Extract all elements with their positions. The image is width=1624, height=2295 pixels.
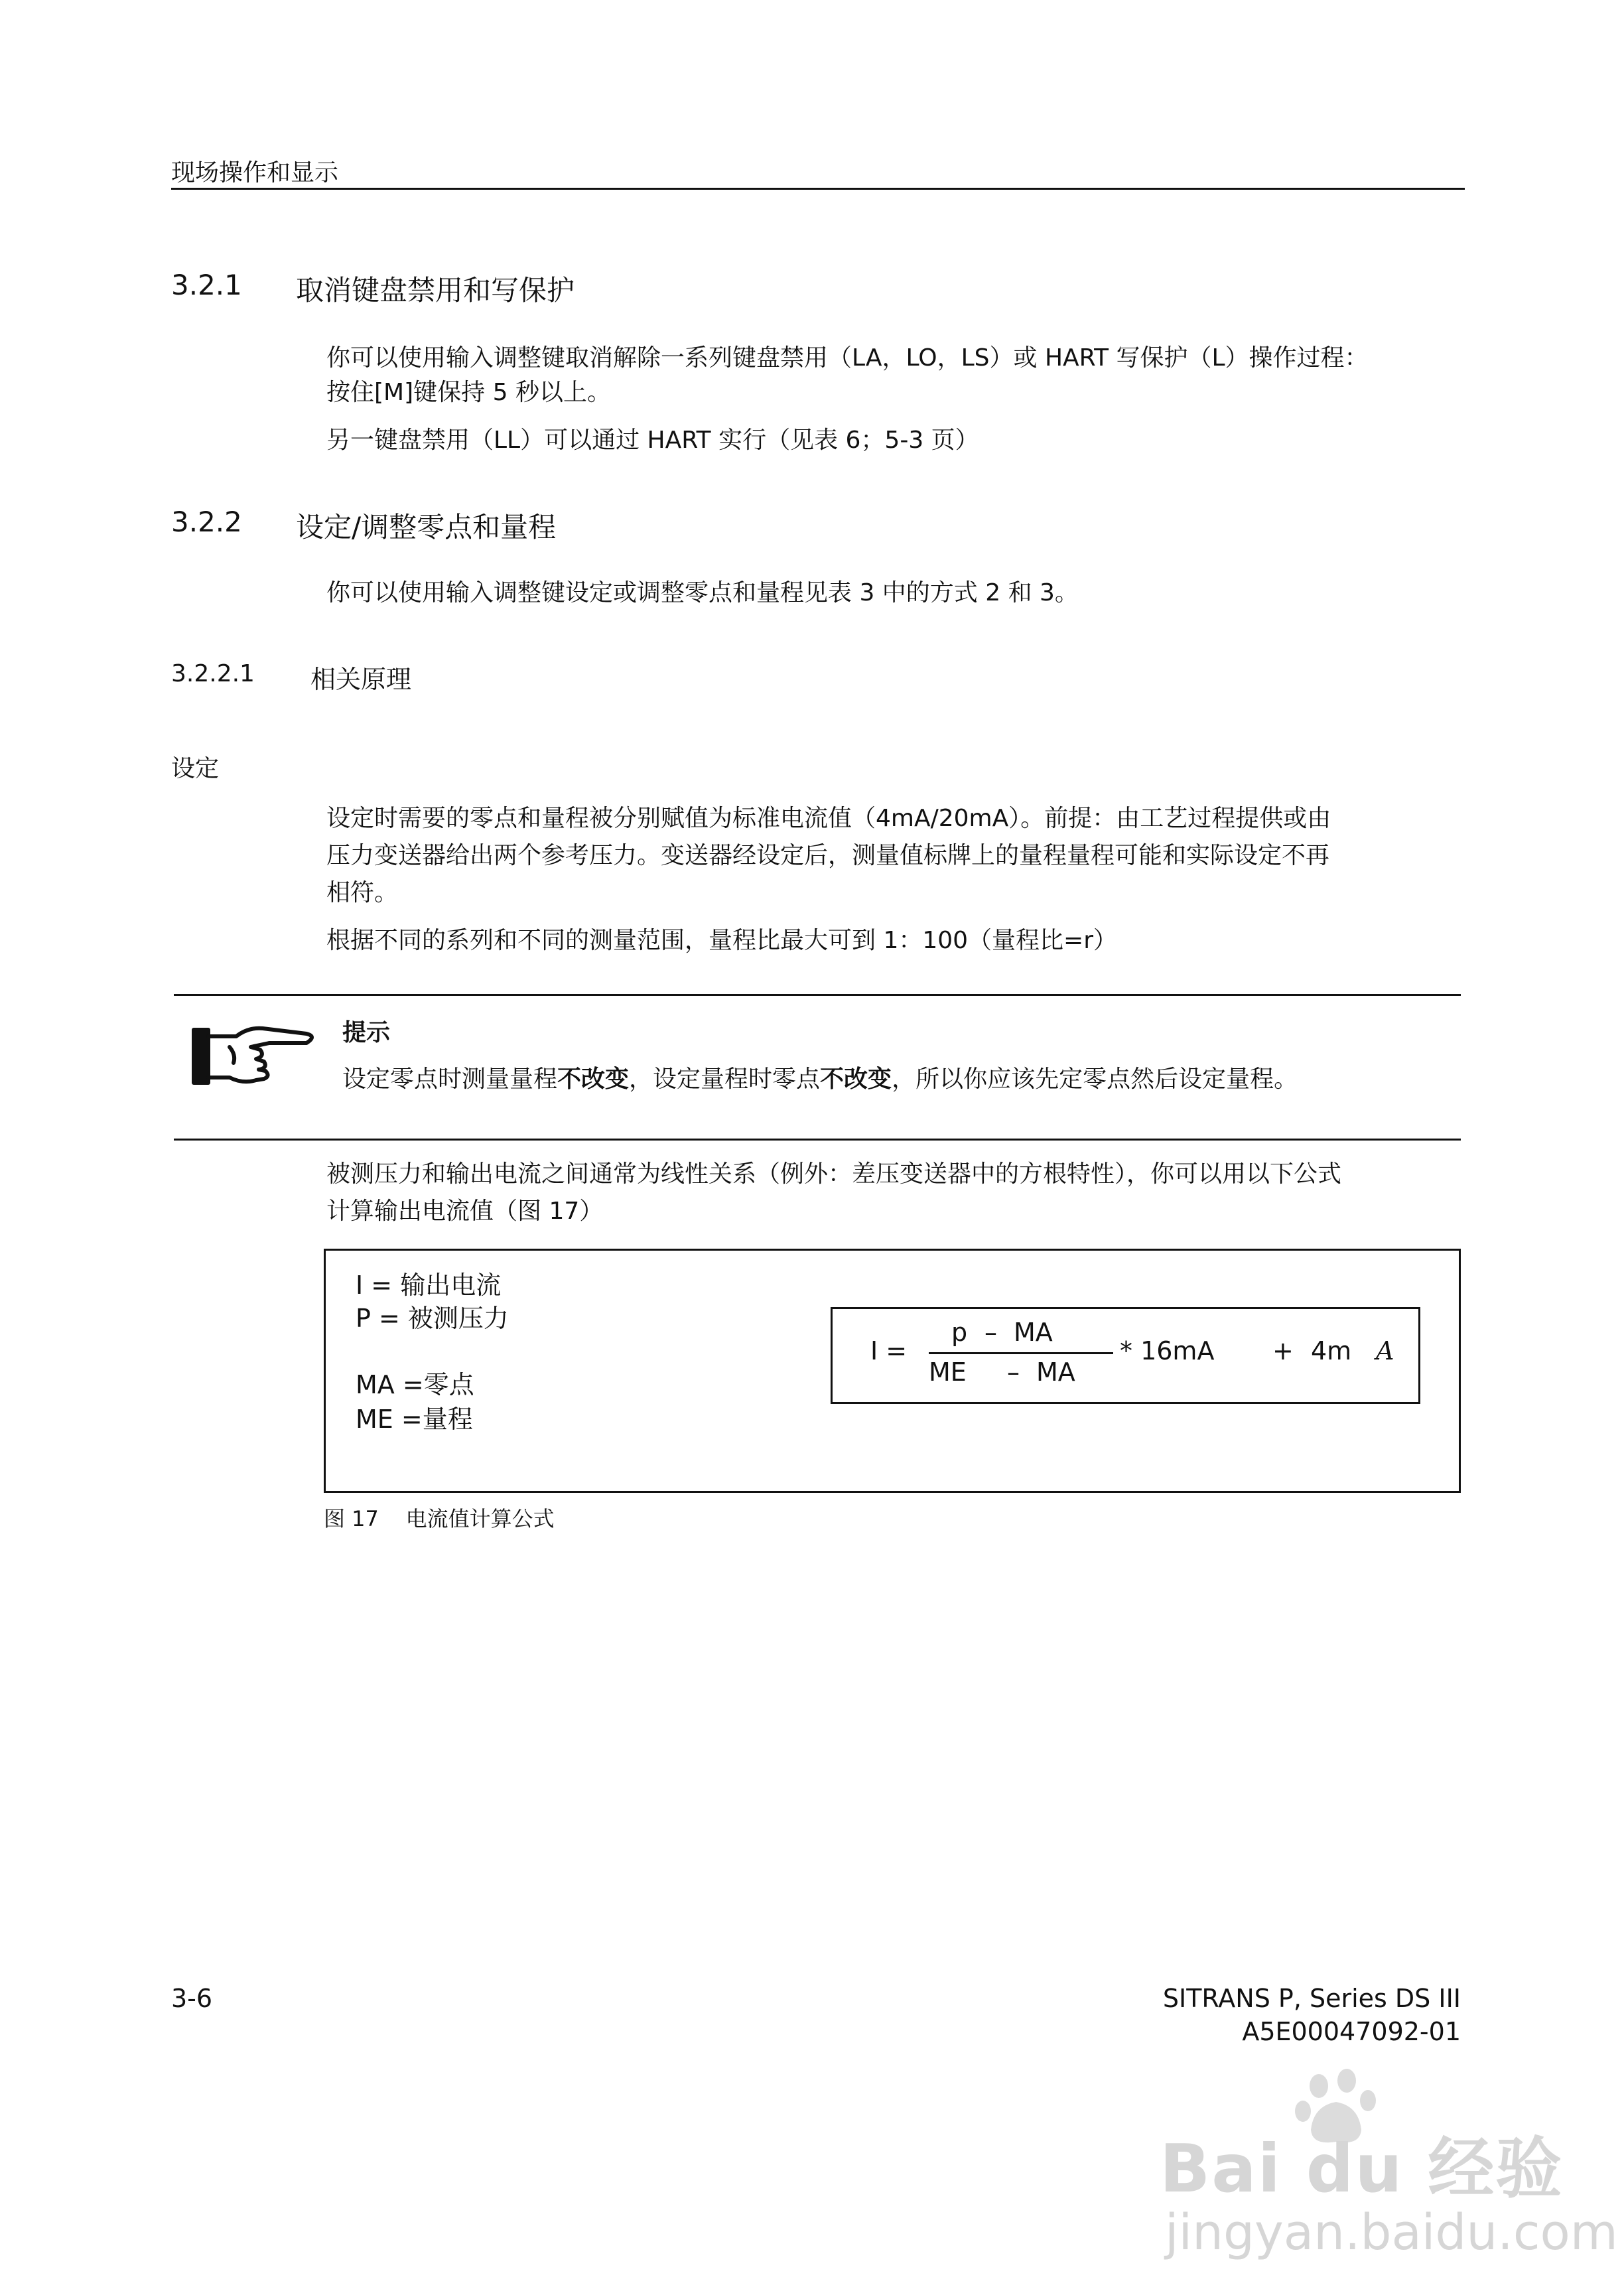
section-title-3-2-2: 设定/调整零点和量程 bbox=[296, 511, 557, 543]
paragraph: 根据不同的系列和不同的测量范围，量程比最大可到 1：100（量程比=r） bbox=[326, 927, 1118, 954]
legend-pressure: P = 被测压力 bbox=[356, 1304, 509, 1333]
paragraph: 按住[M]键保持 5 秒以上。 bbox=[326, 379, 611, 406]
formula-lhs: I = bbox=[870, 1336, 908, 1365]
running-header: 现场操作和显示 bbox=[171, 159, 339, 186]
note-emphasis: 不改变 bbox=[820, 1066, 892, 1093]
section-number-3-2-1: 3.2.1 bbox=[171, 269, 242, 301]
paragraph: 设定时需要的零点和量程被分别赋值为标准电流值（4mA/20mA）。前提：由工艺过程提供或由 bbox=[326, 805, 1331, 832]
note-text-part: ，所以你应该先定零点然后设定量程。 bbox=[892, 1066, 1298, 1093]
paragraph: 你可以使用输入调整键设定或调整零点和量程见表 3 中的方式 2 和 3。 bbox=[326, 579, 1079, 606]
formula-den-minus: – bbox=[1007, 1357, 1020, 1387]
section-title-3-2-2-1: 相关原理 bbox=[310, 665, 412, 694]
fraction-bar bbox=[929, 1352, 1113, 1354]
paragraph: 你可以使用输入调整键取消解除一系列键盘禁用（LA，LO，LS）或 HART 写保护（L）操作过程： bbox=[326, 344, 1369, 372]
paragraph: 另一键盘禁用（LL）可以通过 HART 实行（见表 6；5-3 页） bbox=[326, 427, 979, 454]
legend-zero: MA =零点 bbox=[356, 1370, 474, 1399]
note-bottom-rule bbox=[174, 1139, 1461, 1141]
header-rule bbox=[171, 188, 1465, 190]
product-name: SITRANS P, Series DS III bbox=[1162, 1984, 1461, 2013]
paragraph: 相符。 bbox=[326, 879, 399, 906]
page-number: 3-6 bbox=[171, 1984, 213, 2013]
pointing-hand-icon bbox=[190, 1020, 322, 1092]
legend-span: ME =量程 bbox=[356, 1405, 473, 1434]
legend-current: I = 输出电流 bbox=[356, 1271, 502, 1300]
note-text-part: ，设定量程时零点 bbox=[629, 1066, 821, 1093]
watermark-brand: Bai du 经验 bbox=[1160, 2130, 1564, 2207]
paragraph: 计算输出电流值（图 17） bbox=[326, 1198, 604, 1225]
note-text-part: 设定零点时测量量程 bbox=[342, 1066, 558, 1093]
note-label: 提示 bbox=[342, 1019, 391, 1046]
formula-den-me: ME bbox=[929, 1357, 967, 1387]
paragraph: 压力变送器给出两个参考压力。变送器经设定后，测量值标牌上的量程量程可能和实际设定不再 bbox=[326, 842, 1330, 869]
paragraph: 被测压力和输出电流之间通常为线性关系（例外：差压变送器中的方根特性），你可以用以下公式 bbox=[326, 1160, 1342, 1188]
note-text bbox=[342, 1060, 1298, 1094]
formula-den-ma: MA bbox=[1036, 1357, 1075, 1387]
document-code: A5E00047092-01 bbox=[1242, 2017, 1461, 2046]
formula-num-minus: – bbox=[984, 1318, 997, 1347]
formula-num-p: p bbox=[951, 1318, 968, 1347]
subheading-setting: 设定 bbox=[171, 755, 220, 782]
formula-mult: * 16mA bbox=[1120, 1336, 1215, 1365]
formula-add: 4m bbox=[1311, 1336, 1352, 1365]
formula-num-ma: MA bbox=[1014, 1318, 1053, 1347]
watermark-url: jingyan.baidu.com bbox=[1165, 2204, 1618, 2261]
figure-caption: 图 17 电流值计算公式 bbox=[324, 1506, 555, 1531]
section-number-3-2-2-1: 3.2.2.1 bbox=[171, 660, 255, 687]
formula-plus: + bbox=[1272, 1336, 1294, 1365]
section-number-3-2-2: 3.2.2 bbox=[171, 506, 242, 538]
section-title-3-2-1: 取消键盘禁用和写保护 bbox=[296, 274, 575, 307]
formula-unit: A bbox=[1376, 1336, 1394, 1365]
note-emphasis: 不改变 bbox=[557, 1066, 630, 1093]
note-top-rule bbox=[174, 994, 1461, 996]
